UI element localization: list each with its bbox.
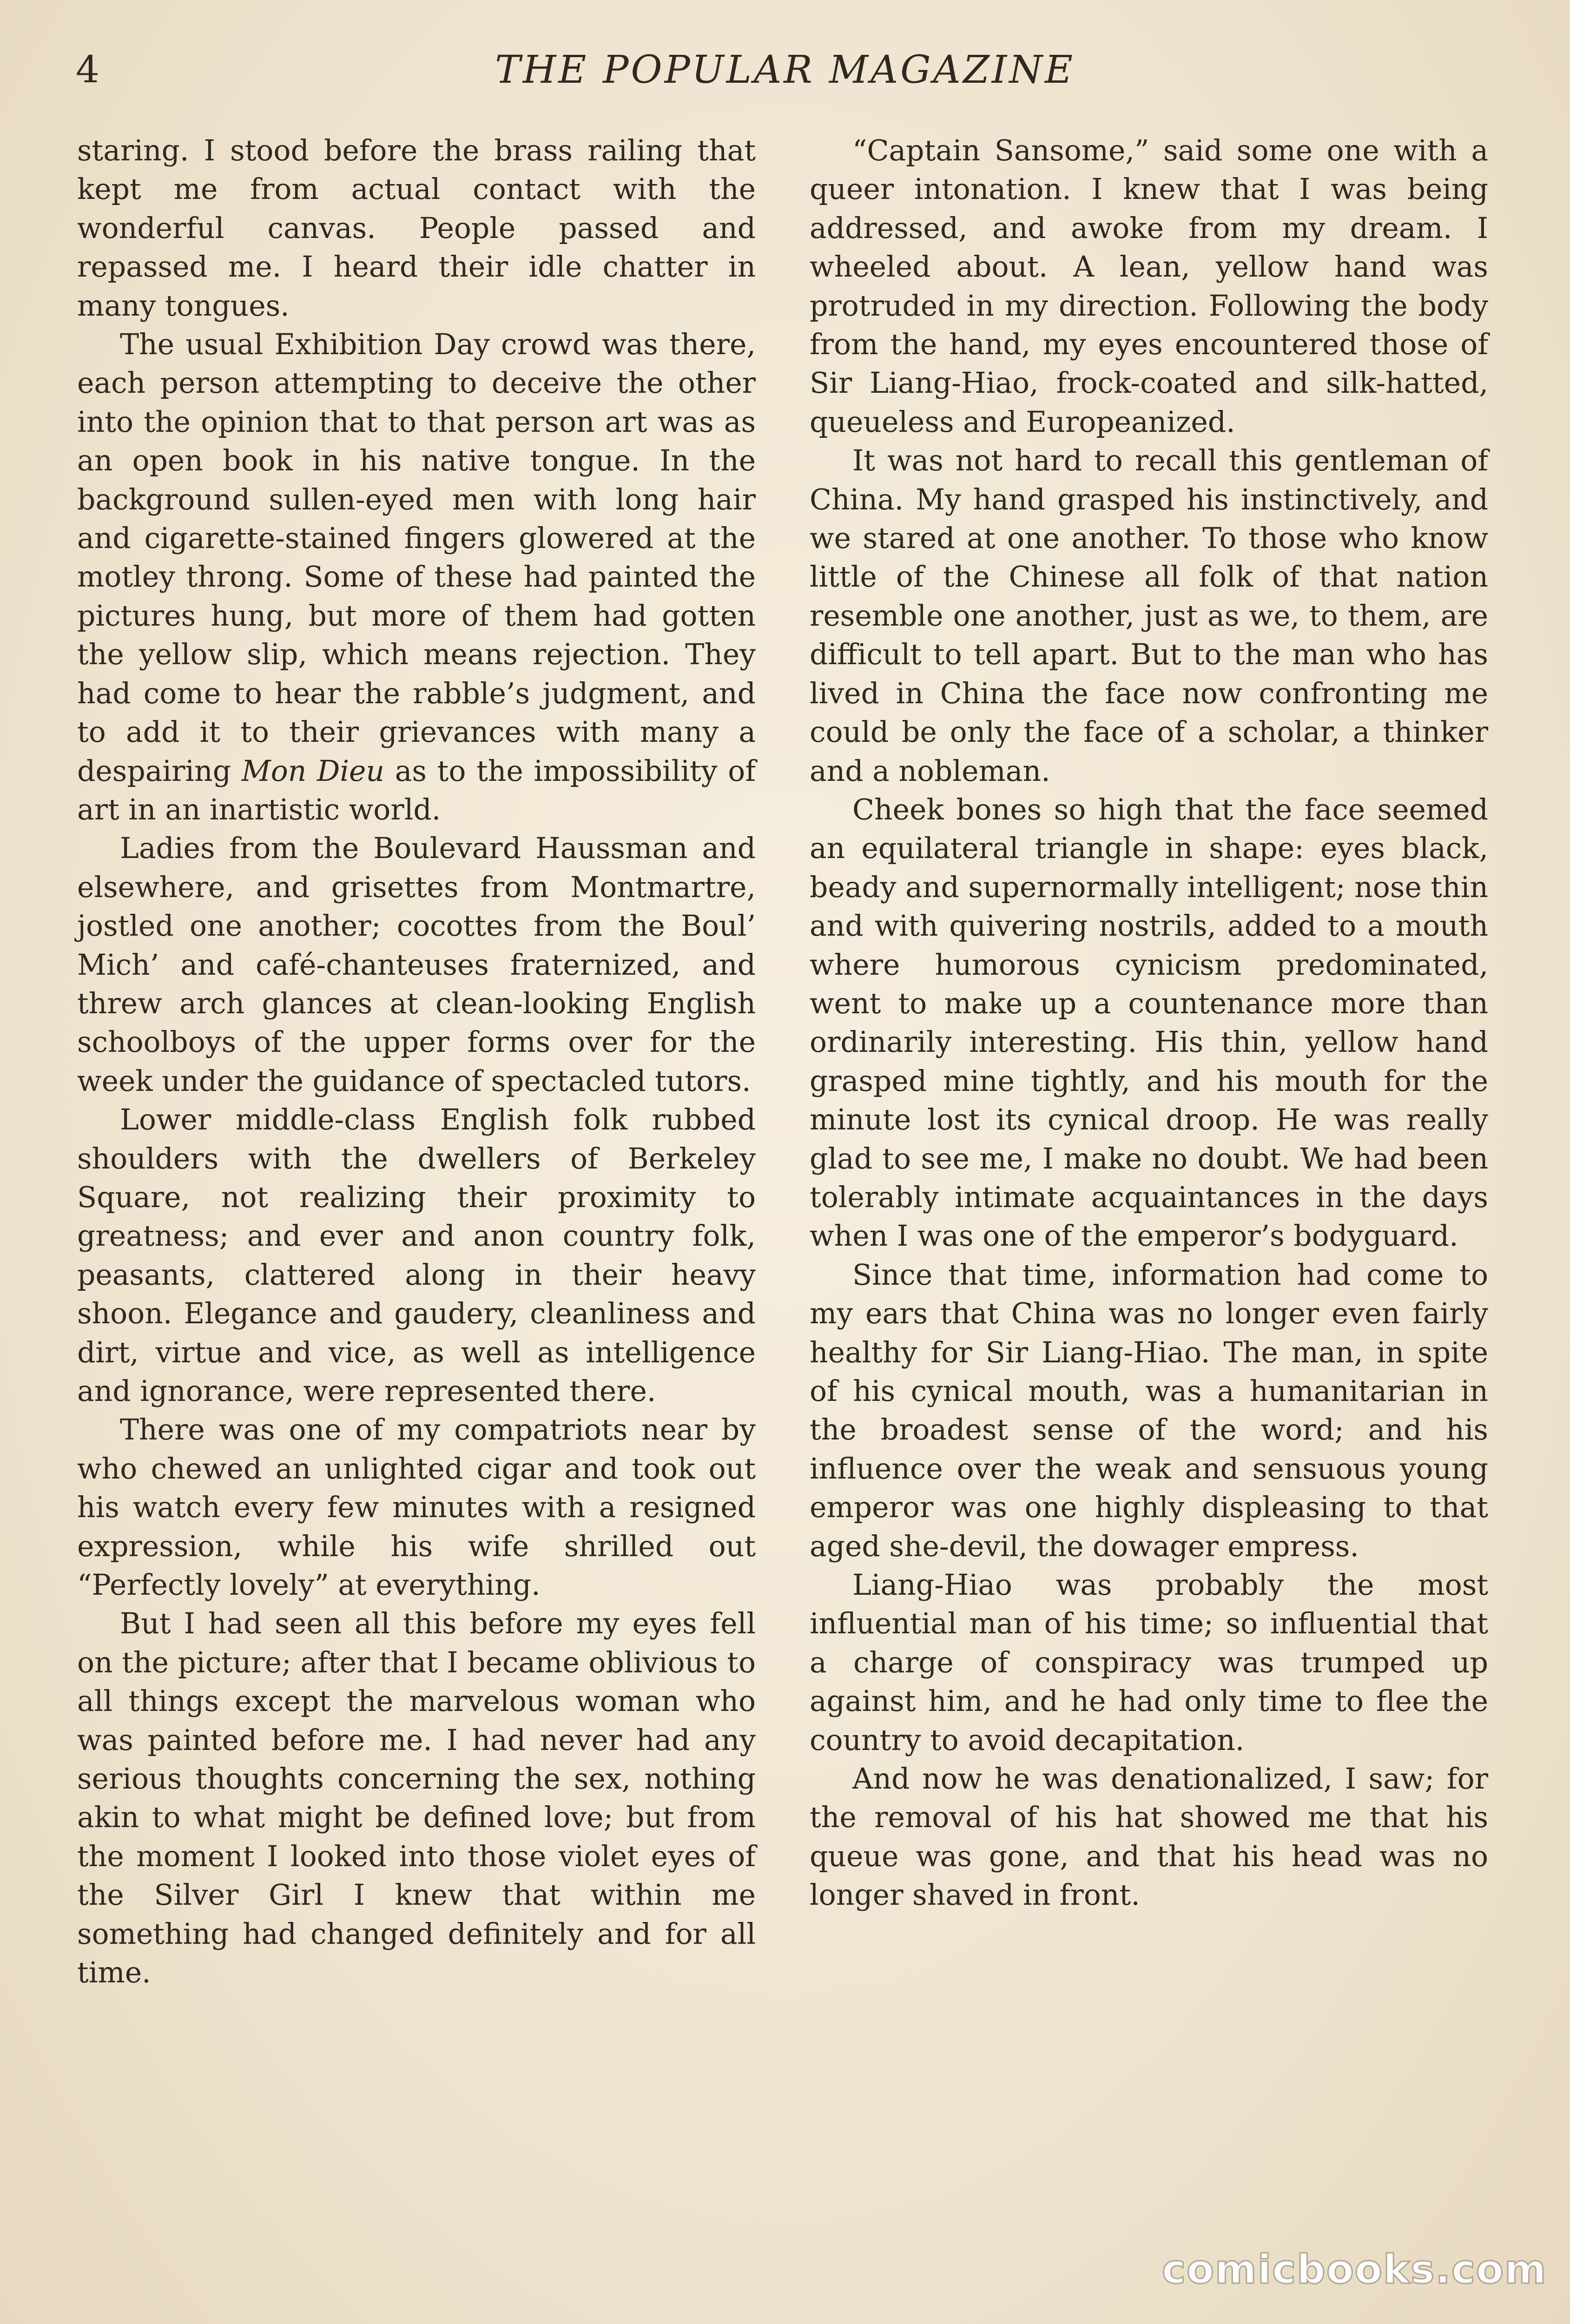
right-column	[810, 132, 1488, 1915]
right-paragraph-3: Cheek bones so high that the face seemed an equilateral triangle in shape: eyes black, beady and supernormally intelligent; nose thin and with quivering nostrils, added to a mouth where humorous cynicism predominated, went to make up a countenance more than ordinarily interesting. His thin, yellow hand grasped mine tightly, and his mouth for the minute lost its cynical droop. He was really glad to see me, I make no doubt. We had been tolerably intimate acquaintances in the days when I was one of the emperor’s bodyguard.	[810, 792, 1488, 1253]
left-paragraph-3: Lower middle-class English folk rubbed shoulders with the dwellers of Berkeley Square, not realizing their proximity to greatness; and ever and anon country folk, peasants, clattered along in their heavy shoon. Elegance and gaudery, cleanliness and dirt, virtue and vice, as well as intelligence and ignorance, were represented there.	[77, 1103, 756, 1408]
left-paragraph-1-end: as to the impossibility of art in an inartistic world.	[77, 754, 756, 826]
left-column	[77, 132, 756, 1993]
running-title: THE POPULAR MAGAZINE	[495, 48, 1075, 92]
mon-dieu-italic: Mon Dieu	[241, 754, 385, 788]
right-paragraph-1: “Captain Sansome,” said some one with a queer intonation. I knew that I was being addressed, and awoke from my dream. I wheeled about. A lean, yellow hand was protruded in my direction. Following the body from the hand, my eyes encountered those of Sir Liang-Hiao, frock-coated and silk-hatted, queueless and Europeanized.	[810, 134, 1488, 439]
left-paragraph-4: There was one of my compatriots near by who chewed an unlighted cigar and took out his watch every few minutes with a resigned expression, while his wife shrilled out “Perfectly lovely” at everything.	[77, 1413, 756, 1602]
left-paragraph-1-text: The usual Exhibition Day crowd was there, each person attempting to deceive the other into the opinion that to that person art was as an open book in his native tongue. In the background sullen-eyed men with long hair and cigarette-stained fingers glowered at the motley throng. Some of these had painted the pictures hung, but more of them had gotten the yellow slip, which means rejection. They had come to hear the rabble’s judgment, and to add it to their grievances with many a despairing	[77, 328, 756, 788]
site-watermark: comicbooks.com	[1162, 2246, 1547, 2293]
page-number: 4	[76, 48, 99, 91]
right-paragraph-4: Since that time, information had come to my ears that China was no longer even fairly healthy for Sir Liang-Hiao. The man, in spite of his cynical mouth, was a humanitarian in the broadest sense of the word; and his influence over the weak and sensuous young emperor was one highly displeasing to that aged she-devil, the dowager empress.	[810, 1258, 1488, 1563]
right-paragraph-6: And now he was denationalized, I saw; for the removal of his hat showed me that his queue was gone, and that his head was no longer shaved in front.	[810, 1762, 1488, 1912]
left-paragraph-5: But I had seen all this before my eyes fell on the picture; after that I became oblivious to all things except the marvelous woman who was painted before me. I had never had any serious thoughts concerning the sex, nothing akin to what might be defined love; but from the moment I looked into those violet eyes of the Silver Girl I knew that within me something had changed definitely and for all time.	[77, 1607, 756, 1990]
left-paragraph-2: Ladies from the Boulevard Haussman and elsewhere, and grisettes from Montmartre, jostled one another; cocottes from the Boul’ Mich’ and café-chanteuses fraternized, and threw arch glances at clean-looking English schoolboys of the upper forms over for the week under the guidance of spectacled tutors.	[77, 832, 756, 1098]
left-paragraph-1	[77, 325, 756, 829]
right-paragraph-2: It was not hard to recall this gentleman of China. My hand grasped his instinctively, and we stared at one another. To those who know little of the Chinese all folk of that nation resemble one another, just as we, to them, are difficult to tell apart. But to the man who has lived in China the face now confronting me could be only the face of a scholar, a thinker and a nobleman.	[810, 444, 1488, 788]
left-paragraph-continuation: staring. I stood before the brass railing that kept me from actual contact with the wonderful canvas. People passed and repassed me. I heard their idle chatter in many tongues.	[77, 134, 756, 323]
right-paragraph-5: Liang-Hiao was probably the most influential man of his time; so influential that a charge of conspiracy was trumped up against him, and he had only time to flee the country to avoid decapitation.	[810, 1568, 1488, 1757]
